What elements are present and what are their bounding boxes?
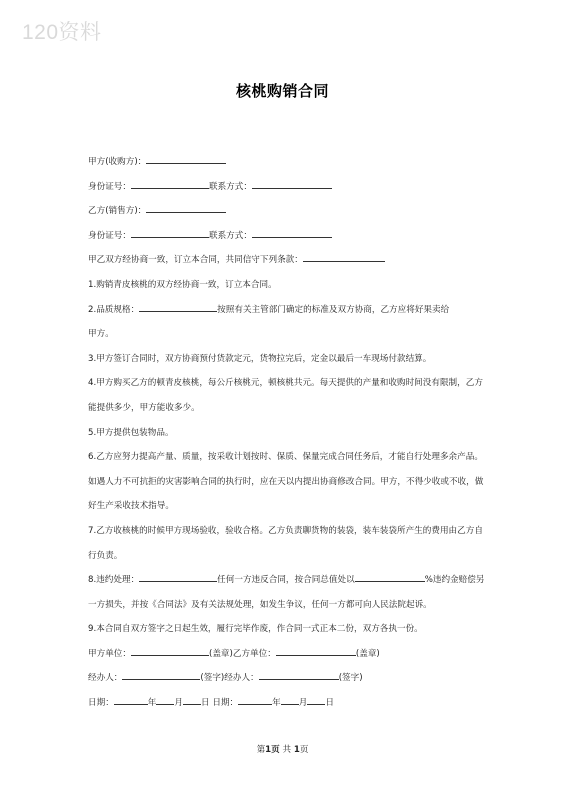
day-label: 日 [325,698,334,709]
intro-line [88,248,488,273]
buyer-label: 甲方(收购方)： [88,157,147,167]
page-number: 1 [265,745,272,755]
clause-7: 7.乙方收核桃的时候甲方现场验收，验收合格。乙方负责聊货物的装袋，装车装袋所产生的费用由乙方自行负责。 [88,525,483,561]
seller-blank [146,203,226,213]
clause-1: 1.购销青皮核桃的双方经协商一致，订立本合同。 [88,279,277,290]
contact-label: 联系方式： [208,181,252,192]
buyer-year-blank [114,695,148,705]
seller-year-blank [238,695,272,705]
intro-blank [303,252,385,262]
buyer-unit-blank [131,646,209,656]
buyer-sign: (签字) [200,673,225,684]
contact-label: 联系方式： [208,230,252,241]
seller-seal: (盖章) [355,648,380,659]
clause-8 [88,568,488,617]
watermark: 120资料 [22,21,102,44]
clause-4: 4.甲方购买乙方的顿青皮核桃，每公斤核桃元，顿核桃共元。每天提供的产量和收购时间没有限制，乙方能提供多少，甲方能收多少。 [88,378,483,413]
seller-line [88,199,488,224]
buyer-date-label: 日期： [88,698,114,709]
buyer-day-blank [183,695,201,705]
clause-8-rest: %违约金赔偿另一方损失，并按《合同法》及有关法规处理，如发生争议，任何一方都可向人民法院起诉。 [88,575,485,610]
page-prefix: 第 [256,745,266,755]
buyer-contact-blank [252,179,332,189]
seller-id-blank [131,228,209,238]
clause-3: 3.甲方签订合同时，双方协商预付货款定元，货物拉完后，定金以最后一车现场付款结算。 [88,353,432,364]
intro-text: 甲乙双方经协商一致，订立本合同，共同信守下列条款： [88,255,303,266]
date-line [88,691,488,716]
buyer-agent-blank [122,670,200,680]
id-label: 身份证号： [88,181,131,192]
agent-line [88,666,488,691]
buyer-month-blank [156,695,174,705]
contract-body [88,150,488,716]
buyer-unit-label: 甲方单位： [88,648,131,659]
seller-unit-label: 乙方单位： [232,648,276,659]
buyer-id-line [88,175,488,200]
clause-2-text: 按照有关主管部门确定的标准及双方协商，乙方应将好果卖给 [217,304,450,315]
buyer-seal: (盖章) [208,648,233,659]
seller-agent-blank [259,670,339,680]
clause-6: 6.乙方应努力提高产量、质量，按采收计划按时、保质、保量完成合同任务后，才能自行处理多余产品。如遇人力不可抗拒的灾害影响合同的执行时，应在天以内提出协商修改合同。甲方，不得少收或不收，做好生产采收技术指导。 [88,452,484,512]
seller-date-label: 日期： [212,698,239,709]
clause-2 [88,298,488,347]
seller-contact-blank [252,228,332,238]
month-label: 月 [174,698,184,709]
clause-2-end: 甲方。 [88,329,114,340]
clause-2-label: 2.品质规格： [88,304,140,315]
year-label: 年 [272,698,281,709]
total-prefix: 共 [282,745,292,755]
seller-label: 乙方(销售方)： [88,206,147,217]
clause-5: 5.甲方提供包装物品。 [88,427,174,438]
buyer-id-blank [131,179,209,189]
clause-8-label: 8.违约处理： [88,575,140,586]
breach-blank [139,572,217,582]
total-unit: 页 [299,745,309,755]
unit-line [88,642,488,667]
id-label: 身份证号： [88,230,131,241]
page-footer [0,743,565,755]
penalty-blank [355,572,425,582]
month-label: 月 [298,698,308,709]
seller-agent-label: 经办人： [224,673,259,684]
seller-month-blank [281,695,299,705]
seller-id-line [88,224,488,249]
buyer-line [88,150,488,175]
year-label: 年 [147,698,157,709]
buyer-blank [146,154,226,164]
day-label: 日 [201,698,210,709]
seller-unit-blank [276,646,356,656]
buyer-agent-label: 经办人： [88,673,123,684]
clause-9: 9.本合同自双方签字之日起生效，履行完毕作废，作合同一式正本二份，双方各执一份。 [88,624,423,635]
seller-day-blank [307,695,325,705]
total-pages: 1 [293,745,300,755]
seller-sign: (签字) [338,673,363,684]
page-unit: 页 [271,745,280,755]
quality-blank [139,302,217,312]
document-title: 核桃购销合同 [235,82,329,100]
clause-8-text: 任何一方违反合同，按合同总值处以 [217,575,355,586]
